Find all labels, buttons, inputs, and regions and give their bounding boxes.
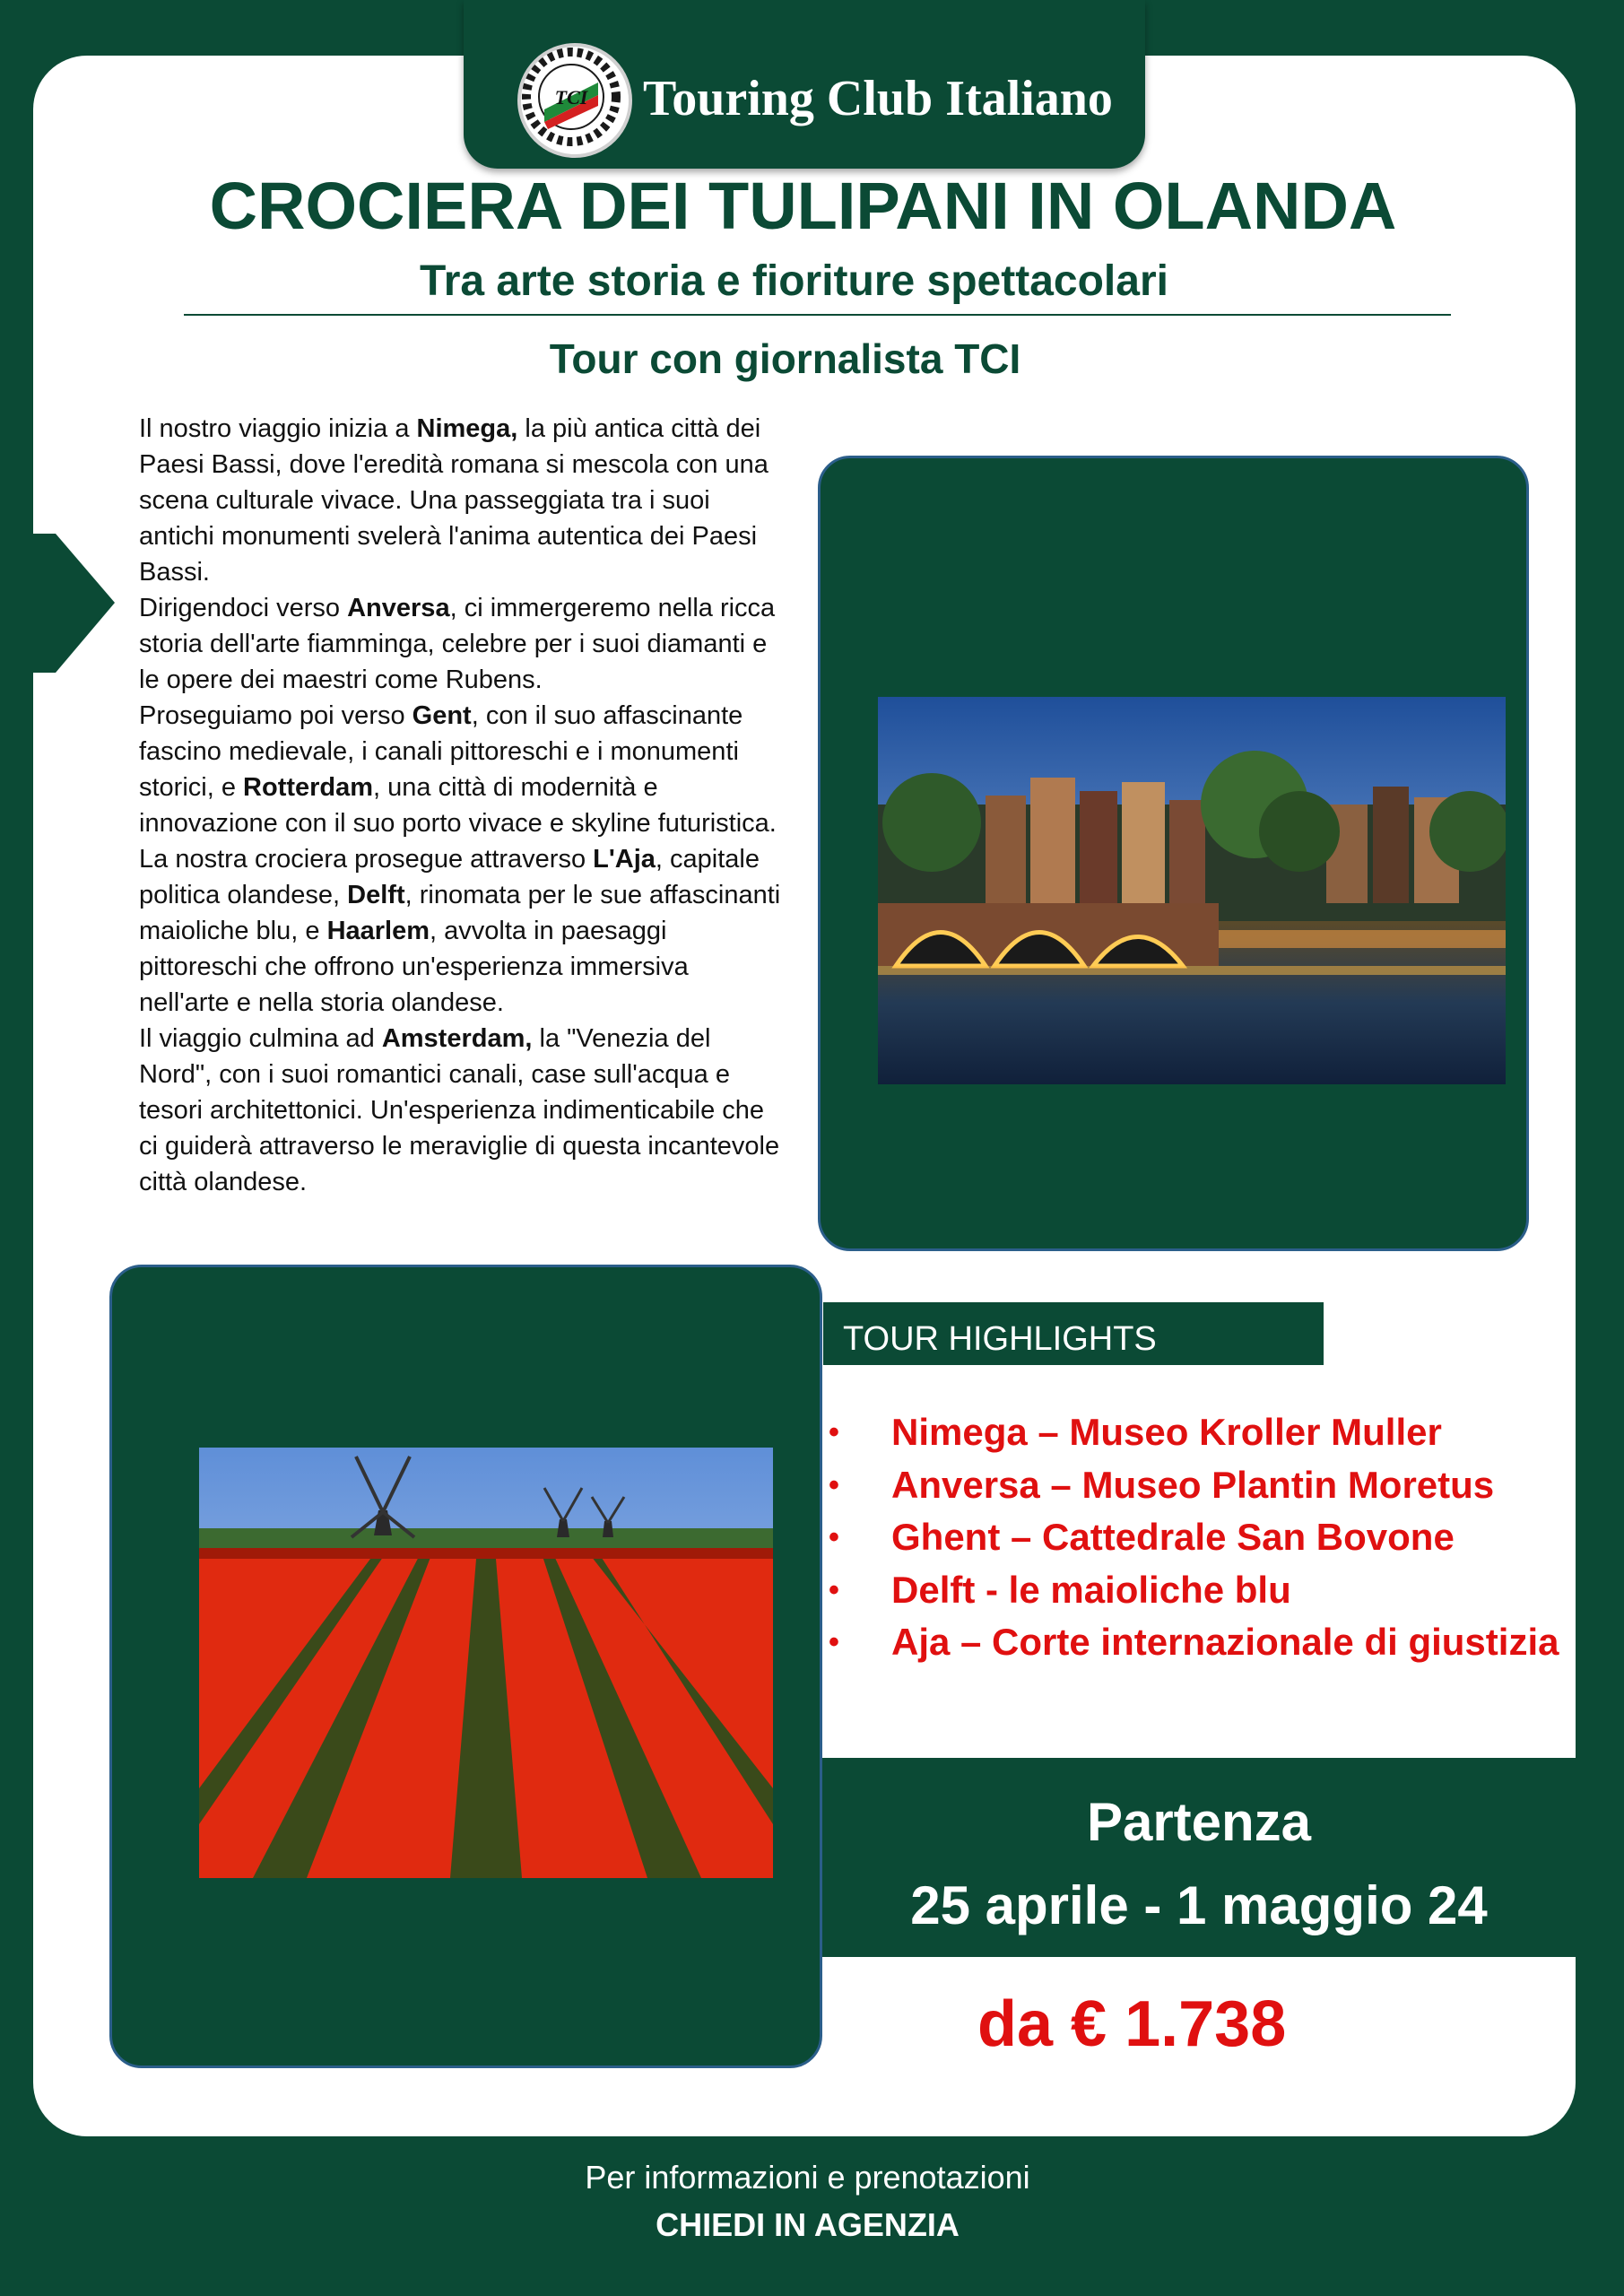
description-text: Il viaggio culmina ad bbox=[139, 1024, 382, 1053]
place-name: Gent bbox=[412, 701, 472, 730]
bullet-icon: • bbox=[829, 1520, 839, 1554]
brand-header bbox=[464, 0, 1145, 169]
tci-emblem-icon bbox=[517, 43, 632, 158]
bullet-icon: • bbox=[829, 1467, 839, 1502]
description-text: la "Venezia del Nord", con i suoi romantici canali, case sull'acqua e tesori architettonici. Un'esperienza indimenticabile che ci guiderà attraverso le meraviglie di questa incantevole città olandese. bbox=[139, 1024, 780, 1196]
description-text: , con il suo affascinante fascino medievale, i canali pittoreschi e i monumenti storici, e bbox=[139, 701, 743, 802]
place-name: Rotterdam bbox=[243, 773, 374, 802]
departure-label: Partenza bbox=[1086, 1792, 1312, 1852]
description-paragraph bbox=[139, 698, 785, 841]
footer-info: Per informazioni e prenotazioni bbox=[585, 2159, 1030, 2196]
highlight-item: • Nimega – Museo Kroller Muller bbox=[827, 1406, 1580, 1459]
highlights-heading bbox=[823, 1302, 1324, 1365]
description-paragraph bbox=[139, 411, 785, 590]
description-paragraph bbox=[139, 590, 785, 698]
description-text: , rinomata per le sue affascinanti maioliche blu, e bbox=[139, 881, 781, 945]
description-text: La nostra crociera prosegue attraverso bbox=[139, 845, 594, 874]
bullet-icon: • bbox=[829, 1625, 839, 1659]
description-text: Dirigendoci verso bbox=[139, 594, 348, 622]
svg-text:TCI: TCI bbox=[554, 86, 588, 109]
footer-cta: CHIEDI IN AGENZIA bbox=[656, 2206, 960, 2243]
brand-name: Touring Club Italiano bbox=[643, 71, 1113, 126]
highlights-list bbox=[827, 1406, 1580, 1669]
description-text: , capitale politica olandese, bbox=[139, 845, 760, 909]
place-name: L'Aja bbox=[593, 845, 656, 874]
tour-description bbox=[139, 411, 785, 1200]
tulip-field-photo bbox=[199, 1448, 773, 1878]
price: da € 1.738 bbox=[977, 1988, 1287, 2060]
title-divider bbox=[184, 314, 1451, 316]
place-name: Nimega, bbox=[416, 414, 518, 443]
page-title: CROCIERA DEI TULIPANI IN OLANDA bbox=[209, 169, 1397, 243]
place-name: Haarlem bbox=[326, 917, 430, 945]
arrow-pointer-icon bbox=[0, 534, 115, 673]
highlights-heading-text: TOUR HIGHLIGHTS bbox=[843, 1320, 1157, 1358]
highlight-item: • Anversa – Museo Plantin Moretus bbox=[827, 1459, 1580, 1512]
highlight-item: • Delft - le maioliche blu bbox=[827, 1564, 1580, 1617]
highlight-item: • Ghent – Cattedrale San Bovone bbox=[827, 1511, 1580, 1564]
description-text: , ci immergeremo nella ricca storia dell'arte fiamminga, celebre per i suoi diamanti e le opere dei maestri come Rubens. bbox=[139, 594, 776, 694]
tour-line: Tour con giornalista TCI bbox=[549, 335, 1021, 382]
amsterdam-canal-photo bbox=[878, 697, 1506, 1084]
description-paragraph bbox=[139, 841, 785, 1021]
description-text: , una città di modernità e innovazione con il suo porto vivace e skyline futuristica. bbox=[139, 773, 777, 838]
place-name: Amsterdam, bbox=[381, 1024, 533, 1053]
bullet-icon: • bbox=[829, 1415, 839, 1449]
description-text: , avvolta in paesaggi pittoreschi che offrono un'esperienza immersiva nell'arte e nella storia olandese. bbox=[139, 917, 689, 1017]
page-subtitle: Tra arte storia e fioriture spettacolari bbox=[420, 257, 1168, 305]
place-name: Anversa bbox=[347, 594, 450, 622]
description-text: Il nostro viaggio inizia a bbox=[139, 414, 417, 443]
place-name: Delft bbox=[347, 881, 405, 909]
bullet-icon: • bbox=[829, 1572, 839, 1607]
description-paragraph bbox=[139, 1021, 785, 1200]
departure-dates: 25 aprile - 1 maggio 24 bbox=[910, 1875, 1488, 1935]
description-text: la più antica città dei Paesi Bassi, dove l'eredità romana si mescola con una scena culturale vivace. Una passeggiata tra i suoi antichi monumenti svelerà l'anima autentica dei Paesi Bassi. bbox=[139, 414, 769, 587]
description-text: Proseguiamo poi verso bbox=[139, 701, 413, 730]
highlight-item: • Aja – Corte internazionale di giustizia bbox=[827, 1616, 1580, 1669]
